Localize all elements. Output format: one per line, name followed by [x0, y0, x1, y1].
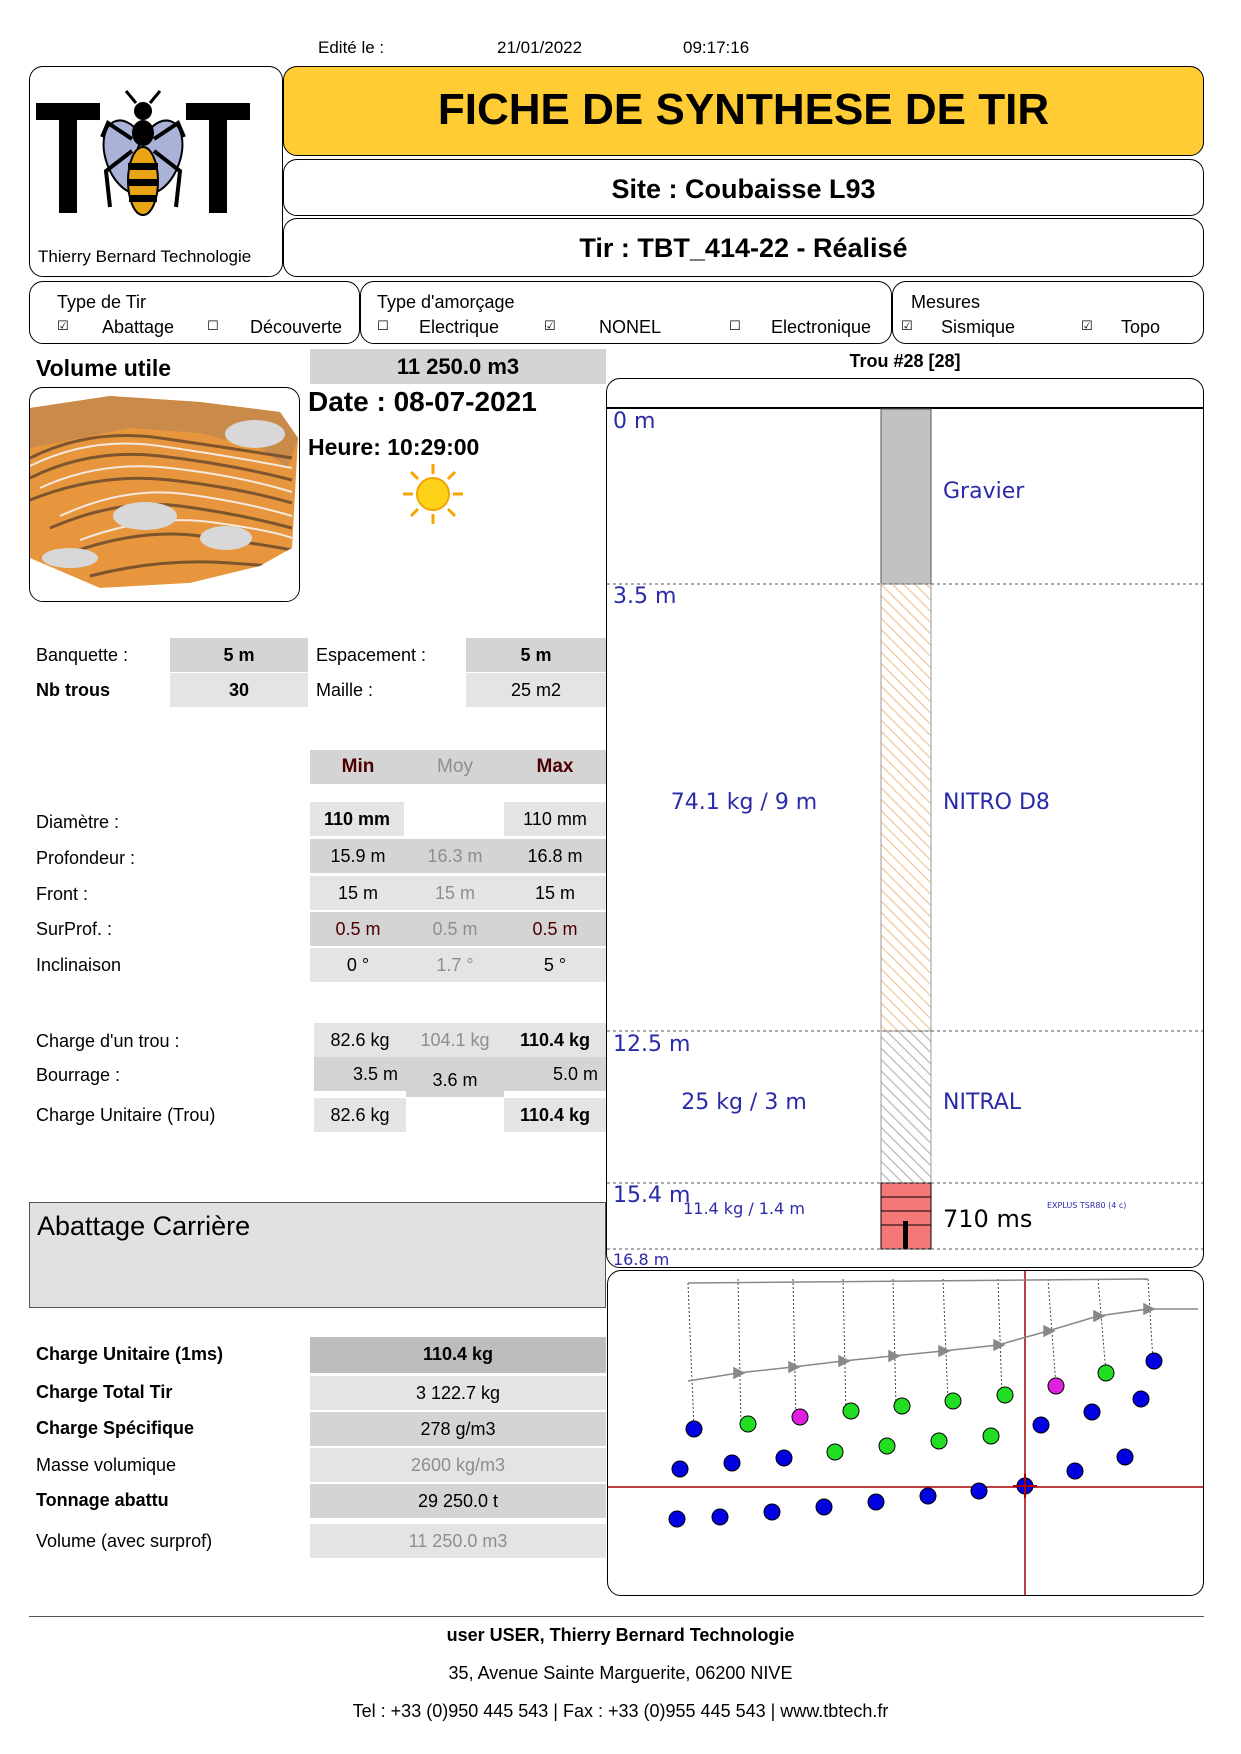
- maille-label: Maille :: [316, 680, 374, 700]
- volume-value: 11 250.0 m3: [310, 349, 606, 384]
- summary-label-4: Masse volumique: [36, 1455, 177, 1475]
- profondeur-max: 16.8 m: [504, 839, 606, 873]
- layer-name-nitro: NITRO D8: [943, 790, 1050, 815]
- front-min: 15 m: [310, 876, 406, 910]
- bourrage-moy: 3.6 m: [406, 1057, 504, 1097]
- quarry-image: [29, 387, 300, 602]
- delay-value: 710 ms: [943, 1205, 1033, 1233]
- bourrage-label: Bourrage :: [36, 1065, 121, 1085]
- option-decouverte: Découverte: [250, 317, 343, 337]
- summary-label-6: Volume (avec surprof): [36, 1531, 213, 1551]
- nb-trous-label: Nb trous: [36, 680, 110, 700]
- site-name: Site : Coubaisse L93: [611, 174, 876, 204]
- edit-date: 21/01/2022: [497, 38, 583, 57]
- footer-address: 35, Avenue Sainte Marguerite, 06200 NIVE: [448, 1663, 793, 1683]
- hole-drawing: [607, 379, 1204, 1268]
- blast-plan: [607, 1270, 1204, 1596]
- summary-value-2: 3 122.7 kg: [310, 1376, 606, 1410]
- diametre-min: 110 mm: [310, 802, 404, 836]
- header-min: Min: [310, 750, 406, 784]
- espacement-value: 5 m: [466, 638, 606, 672]
- option-topo: Topo: [1121, 317, 1161, 337]
- tir-box: [283, 218, 1204, 277]
- checkbox-electrique[interactable]: ☐: [377, 319, 389, 334]
- charge-unitaire-trou-max: 110.4 kg: [504, 1098, 606, 1132]
- bourrage-max: 5.0 m: [504, 1057, 606, 1091]
- charge-unitaire-trou-label: Charge Unitaire (Trou): [36, 1105, 216, 1125]
- surprof-label: SurProf. :: [36, 919, 113, 939]
- page-title: FICHE DE SYNTHESE DE TIR: [437, 85, 1050, 134]
- summary-value-1: 110.4 kg: [310, 1337, 606, 1373]
- layer-name-booster: EXPLUS TSR80 (4 c): [1047, 1201, 1127, 1210]
- charge-unitaire-trou-min: 82.6 kg: [314, 1098, 406, 1132]
- layer-name-nitral: NITRAL: [943, 1090, 1022, 1115]
- detonator-icon: [903, 1221, 908, 1249]
- depth-4: 16.8 m: [613, 1250, 670, 1268]
- charge-trou-min: 82.6 kg: [314, 1023, 406, 1057]
- layer-gravier: [881, 409, 931, 584]
- tbt-logo: [36, 89, 276, 239]
- blast-plan-drawing: [608, 1271, 1204, 1596]
- amorcage-box: [360, 281, 892, 344]
- comment-text: Abattage Carrière: [37, 1211, 251, 1241]
- inclinaison-moy: 1.7 °: [406, 948, 504, 982]
- depth-0: 0 m: [613, 409, 656, 434]
- heure-value: Heure: 10:29:00: [308, 434, 480, 460]
- option-sismique: Sismique: [941, 317, 1016, 337]
- summary-value-4: 2600 kg/m3: [310, 1448, 606, 1482]
- surprof-max: 0.5 m: [504, 912, 606, 946]
- diametre-max: 110 mm: [504, 802, 606, 836]
- banquette-label: Banquette :: [36, 645, 129, 665]
- comment-box: [29, 1202, 606, 1308]
- title-box: [283, 66, 1204, 156]
- depth-2: 12.5 m: [613, 1032, 691, 1057]
- option-abattage: Abattage: [102, 317, 175, 337]
- charge-trou-max: 110.4 kg: [504, 1023, 606, 1057]
- summary-label-5: Tonnage abattu: [36, 1490, 169, 1510]
- type-tir-label: Type de Tir: [57, 292, 147, 312]
- maille-value: 25 m2: [466, 673, 606, 707]
- surprof-min: 0.5 m: [310, 912, 406, 946]
- summary-value-3: 278 g/m3: [310, 1412, 606, 1446]
- layer-charge-nitral: 25 kg / 3 m: [681, 1090, 807, 1115]
- charge-trou-moy: 104.1 kg: [406, 1023, 504, 1057]
- bee-icon: [94, 91, 191, 215]
- inclinaison-label: Inclinaison: [36, 955, 122, 975]
- inclinaison-max: 5 °: [504, 948, 606, 982]
- hole-title: Trou #28 [28]: [849, 351, 961, 371]
- profondeur-min: 15.9 m: [310, 839, 406, 873]
- option-electrique: Electrique: [419, 317, 500, 337]
- bourrage-min: 3.5 m: [314, 1057, 406, 1091]
- mesures-box: [892, 281, 1204, 344]
- header-moy: Moy: [406, 750, 504, 784]
- mesures-label: Mesures: [911, 292, 981, 312]
- logo-box: [29, 66, 283, 277]
- banquette-value: 5 m: [170, 638, 308, 672]
- site-box: [283, 159, 1204, 216]
- logo-caption: Thierry Bernard Technologie: [38, 247, 252, 266]
- amorcage-label: Type d'amorçage: [377, 292, 515, 312]
- profondeur-moy: 16.3 m: [406, 839, 504, 873]
- volume-label: Volume utile: [36, 355, 172, 381]
- diametre-label: Diamètre :: [36, 812, 120, 832]
- layer-charge-booster: 11.4 kg / 1.4 m: [683, 1199, 805, 1218]
- depth-3: 15.4 m: [613, 1183, 691, 1208]
- footer-contact: Tel : +33 (0)950 445 543 | Fax : +33 (0)955 445 543 | www.tbtech.fr: [352, 1701, 889, 1721]
- checkbox-electronique[interactable]: ☐: [729, 319, 741, 334]
- checkbox-nonel[interactable]: ☑: [544, 319, 556, 334]
- summary-value-5: 29 250.0 t: [310, 1484, 606, 1518]
- checkbox-decouverte[interactable]: ☐: [207, 319, 219, 334]
- checkbox-topo[interactable]: ☑: [1081, 319, 1093, 334]
- checkbox-abattage[interactable]: ☑: [57, 319, 69, 334]
- nb-trous-value: 30: [170, 673, 308, 707]
- sun-icon: [401, 462, 465, 526]
- quarry-terrain: [30, 388, 300, 602]
- front-moy: 15 m: [406, 876, 504, 910]
- date-value: Date : 08-07-2021: [308, 386, 537, 417]
- summary-label-3: Charge Spécifique: [36, 1418, 195, 1438]
- option-nonel: NONEL: [599, 317, 662, 337]
- layer-name-gravier: Gravier: [943, 479, 1025, 504]
- layer-nitral: [881, 1031, 931, 1183]
- surprof-moy: 0.5 m: [406, 912, 504, 946]
- front-max: 15 m: [504, 876, 606, 910]
- option-electronique: Electronique: [771, 317, 872, 337]
- front-label: Front :: [36, 884, 89, 904]
- profondeur-label: Profondeur :: [36, 848, 136, 868]
- charge-trou-label: Charge d'un trou :: [36, 1031, 180, 1051]
- summary-label-1: Charge Unitaire (1ms): [36, 1344, 224, 1364]
- header-max: Max: [504, 750, 606, 784]
- inclinaison-min: 0 °: [310, 948, 406, 982]
- summary-value-6: 11 250.0 m3: [310, 1524, 606, 1558]
- checkbox-sismique[interactable]: ☑: [901, 319, 913, 334]
- espacement-label: Espacement :: [316, 645, 427, 665]
- depth-1: 3.5 m: [613, 584, 677, 609]
- footer-user: user USER, Thierry Bernard Technologie: [446, 1625, 795, 1645]
- tir-name: Tir : TBT_414-22 - Réalisé: [579, 233, 908, 263]
- type-tir-box: [29, 281, 360, 344]
- layer-nitro: [881, 584, 931, 1031]
- edit-time: 09:17:16: [683, 38, 750, 57]
- edit-label: Edité le :: [318, 38, 385, 57]
- layer-charge-nitro: 74.1 kg / 9 m: [670, 790, 818, 815]
- summary-label-2: Charge Total Tir: [36, 1382, 173, 1402]
- hole-diagram: [606, 378, 1204, 1268]
